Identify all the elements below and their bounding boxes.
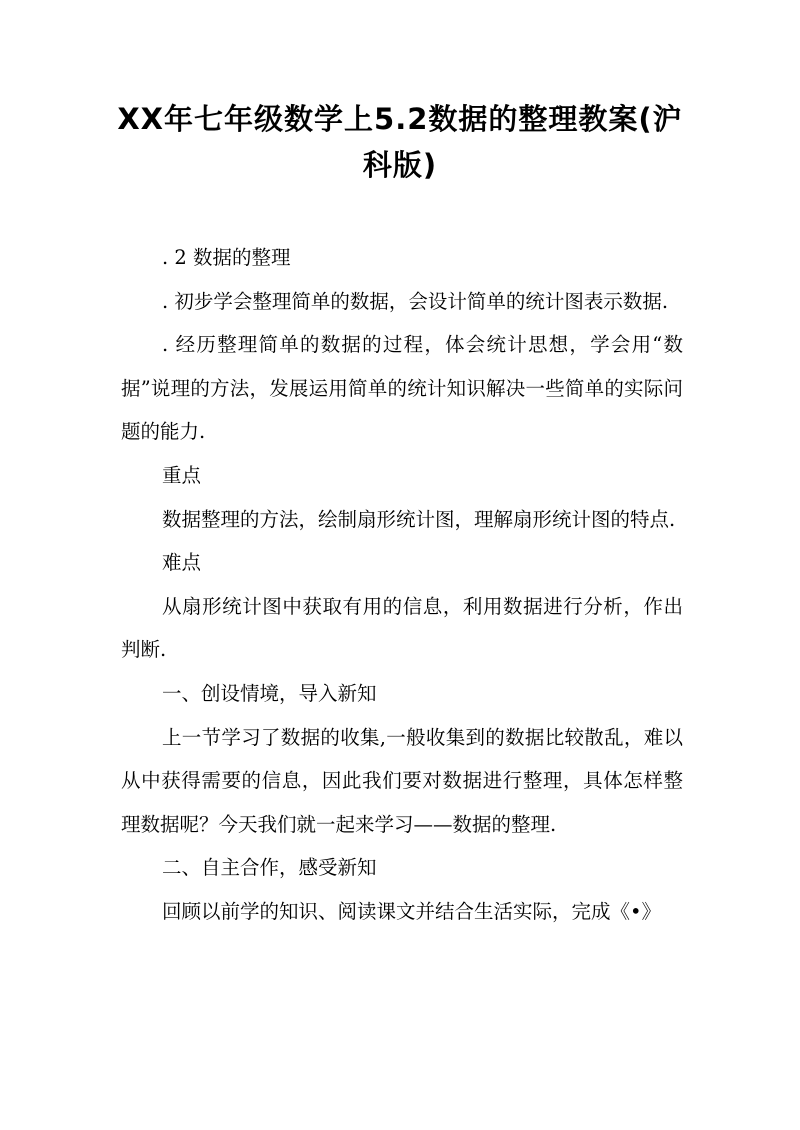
section-heading: 二、自主合作，感受新知 [162, 856, 377, 880]
difficulty-heading: 难点 [162, 551, 202, 575]
section-heading: . 2 数据的整理 [162, 246, 291, 269]
body-paragraph: 上一节学习了数据的收集,一般收集到的数据比较散乱，难以从中获得需要的信息，因此我们要对数据进行整理，具体怎样整理数据呢？今天我们就一起来学习——数据的整理. [121, 725, 683, 836]
difficulty-paragraph: 从扇形统计图中获取有用的信息，利用数据进行分析，作出判断. [121, 594, 683, 662]
title-line-2: 科版) [362, 148, 438, 182]
objective-paragraph: . 经历整理简单的数据的过程，体会统计思想，学会用“数据”说理的方法，发展运用简单的统计知识解决一些简单的实际问题的能力. [121, 333, 683, 444]
key-point-heading: 重点 [162, 463, 202, 487]
section-heading: 一、创设情境，导入新知 [162, 681, 377, 705]
body-paragraph: 回顾以前学的知识、阅读课文并结合生活实际，完成《•》 [162, 899, 662, 923]
objective-paragraph: . 初步学会整理简单的数据，会设计简单的统计图表示数据. [162, 289, 669, 313]
title-line-1: XX年七年级数学上5.2数据的整理教案(沪 [117, 102, 683, 136]
key-point-paragraph: 数据整理的方法，绘制扇形统计图，理解扇形统计图的特点. [162, 507, 676, 531]
document-title [110, 96, 690, 188]
document-body [121, 236, 683, 934]
